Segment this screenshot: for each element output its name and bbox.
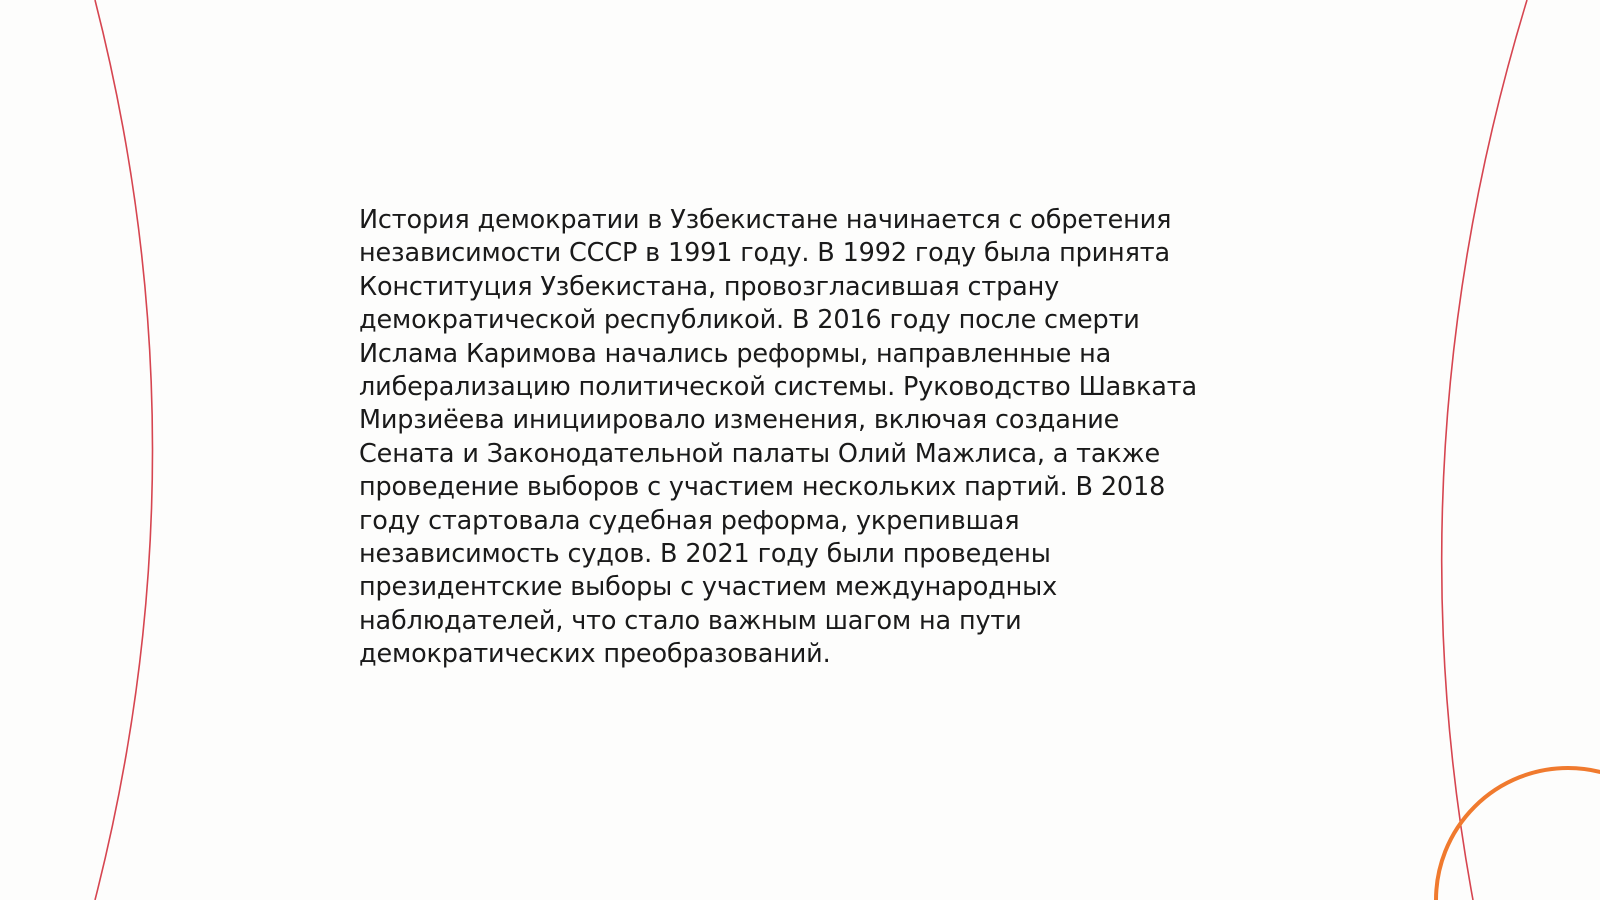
paragraph-line: Сената и Законодательной палаты Олий Мажлиса, а также	[359, 438, 1160, 469]
corner-ring-decoration	[1436, 768, 1600, 900]
paragraph-line: наблюдателей, что стало важным шагом на пути	[359, 605, 1022, 636]
paragraph-line: История демократии в Узбекистане начинается с обретения	[359, 205, 1172, 235]
body-paragraph	[359, 204, 1239, 672]
paragraph-line: независимости СССР в 1991 году. В 1992 году была принята	[359, 238, 1170, 269]
right-curve-decoration	[1442, 0, 1527, 900]
paragraph-line: Конституция Узбекистана, провозгласившая страну	[359, 271, 1060, 302]
paragraph-line: независимость судов. В 2021 году были проведены	[359, 539, 1051, 570]
left-curve-decoration	[95, 0, 153, 900]
paragraph-line: проведение выборов с участием нескольких партий. В 2018	[359, 472, 1166, 503]
paragraph-line: Мирзиёева инициировало изменения, включая создание	[359, 405, 1120, 436]
paragraph-line: году стартовала судебная реформа, укрепившая	[359, 505, 1020, 536]
paragraph-line: президентские выборы с участием международных	[359, 572, 1058, 603]
paragraph-line: Ислама Каримова начались реформы, направленные на	[359, 338, 1112, 369]
paragraph-line: демократических преобразований.	[359, 639, 831, 670]
paragraph-line: демократической республикой. В 2016 году после смерти	[359, 305, 1140, 336]
paragraph-line: либерализацию политической системы. Руководство Шавката	[359, 372, 1197, 403]
